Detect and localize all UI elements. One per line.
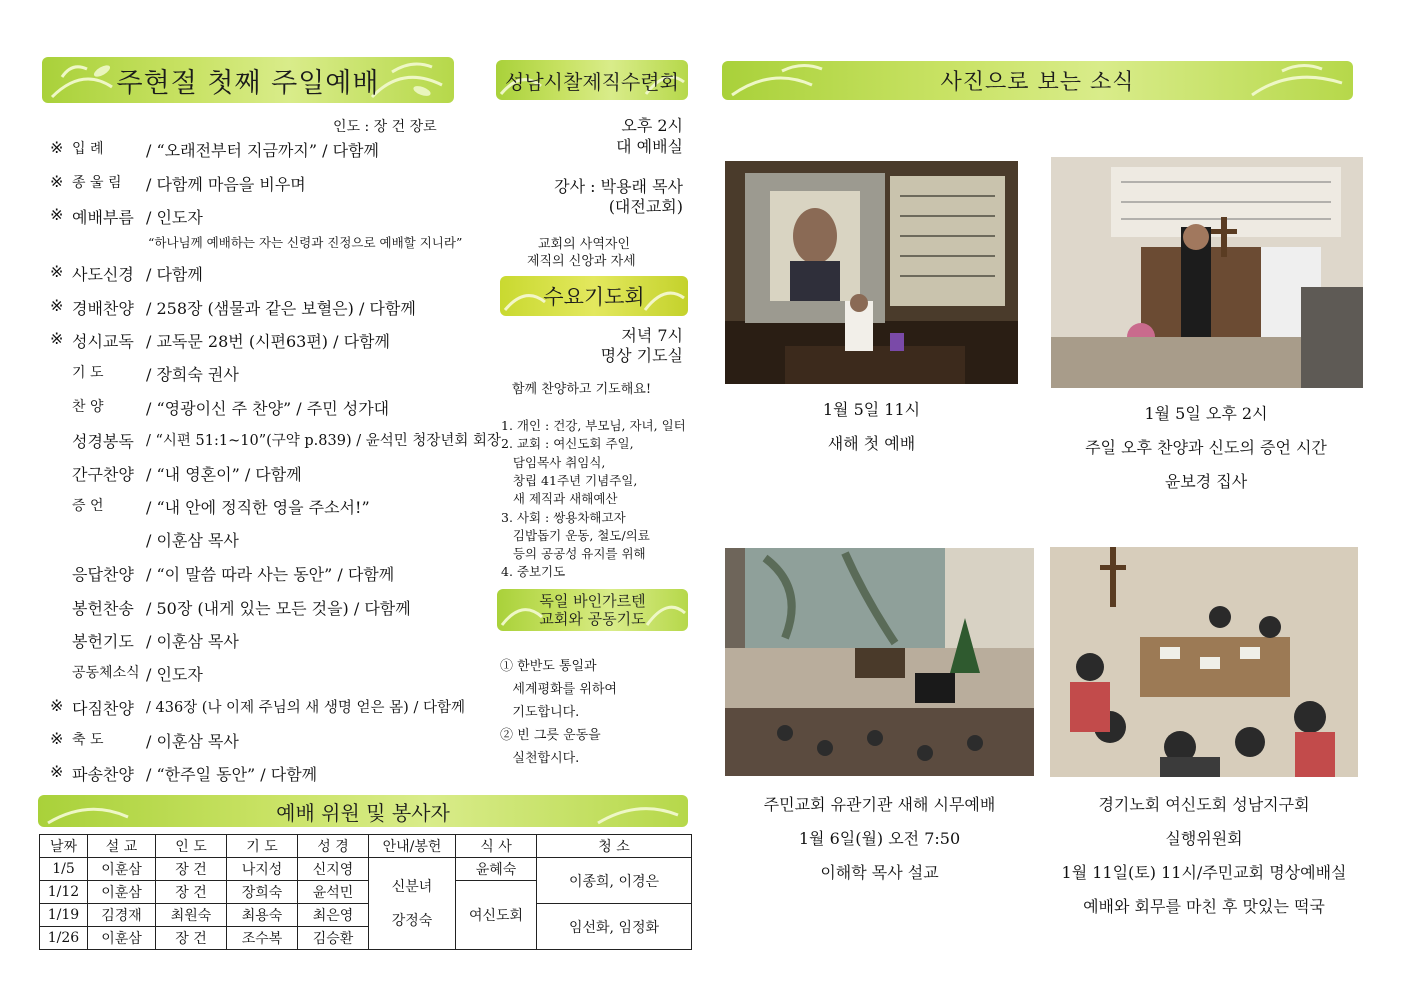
- wednesday-time: 저녁 7시: [621, 326, 683, 345]
- order-item-name: 간구찬양: [72, 465, 134, 484]
- caption-line: 윤보경 집사: [1164, 472, 1248, 491]
- retreat-speaker-church: (대전교회): [608, 197, 683, 216]
- order-item-text: / 교독문 28번 (시편63편) / 다함께: [146, 332, 390, 351]
- wednesday-invite: 함께 찬양하고 기도해요!: [512, 382, 652, 397]
- prayer-topic-item: 2. 교회 : 여신도회 주일,: [501, 436, 634, 452]
- table-header-cell: 인 도: [156, 835, 227, 858]
- bullet-mark: ※: [50, 296, 64, 315]
- order-item-name: 찬 양: [72, 399, 104, 415]
- table-cell: 1/19: [40, 904, 88, 927]
- table-header-cell: 날짜: [40, 835, 88, 858]
- joint-prayer-item: 세계평화를 위하여: [500, 682, 617, 697]
- order-item-text: / 258장 (샘물과 같은 보혈은) / 다함께: [146, 299, 416, 318]
- bullet-mark: ※: [50, 138, 64, 157]
- caption-photo-1: [725, 393, 1018, 461]
- order-item-text: / “영광이신 주 찬양” / 주민 성가대: [146, 399, 390, 418]
- order-item-name: 종 울 림: [72, 175, 122, 191]
- caption-photo-2: [1048, 397, 1364, 499]
- retreat-title: 성남시찰제직수련회: [505, 69, 679, 94]
- caption-line: 실행위원회: [1165, 829, 1243, 848]
- order-item-text: / 이훈삼 목사: [146, 531, 239, 550]
- table-row: [40, 904, 692, 927]
- photo-new-year-worship: [725, 161, 1018, 384]
- table-cell: 최원숙: [156, 904, 227, 927]
- bullet-mark: ※: [50, 205, 64, 224]
- photo-afternoon-testimony: [1051, 157, 1363, 388]
- bullet-mark: ※: [50, 729, 64, 748]
- table-cell: 1/5: [40, 858, 88, 881]
- table-header-cell: 식 사: [456, 835, 537, 858]
- joint-prayer-item: ② 빈 그릇 운동을: [500, 728, 601, 743]
- order-item-name: 예배부름: [72, 208, 134, 227]
- table-cell: 장 건: [156, 881, 227, 904]
- table-cell: 최용숙: [227, 904, 298, 927]
- caption-line: 1월 5일 11시: [822, 400, 921, 419]
- joint-prayer-item: 실천합시다.: [500, 751, 580, 766]
- caption-line: 경기노회 여신도회 성남지구회: [1098, 795, 1310, 814]
- table-cell: 김경재: [88, 904, 156, 927]
- bullet-mark: ※: [50, 172, 64, 191]
- order-item-text: / 436장 (나 이제 주님의 새 생명 얻은 몸) / 다함께: [146, 700, 465, 716]
- caption-photo-4: [1040, 788, 1368, 924]
- caption-line: 주민교회 유관기관 새해 시무예배: [763, 795, 996, 814]
- caption-line: 이해학 목사 설교: [820, 863, 939, 882]
- caption-line: 예배와 회무를 마친 후 맛있는 떡국: [1083, 897, 1325, 916]
- retreat-speaker: 강사 : 박용래 목사: [554, 177, 683, 196]
- prayer-topic-item: 김밥돕기 운동, 철도/의료: [501, 527, 650, 543]
- table-cell: 김승환: [298, 927, 369, 950]
- guide-name: 강정숙: [391, 912, 433, 929]
- table-cell: 윤석민: [298, 881, 369, 904]
- table-cell: 이훈삼: [88, 881, 156, 904]
- caption-line: 주일 오후 찬양과 신도의 증언 시간: [1085, 438, 1327, 457]
- table-cell: 장희숙: [227, 881, 298, 904]
- joint-prayer-item: 기도합니다.: [500, 705, 580, 720]
- prayer-topic-item: 등의 공공성 유지를 위해: [501, 546, 646, 562]
- wednesday-title-banner: [500, 276, 688, 316]
- order-item-text: / “내 안에 정직한 영을 주소서!”: [146, 498, 370, 517]
- clean-cell: 이종희, 이경은: [537, 858, 692, 904]
- table-header-cell: 성 경: [298, 835, 369, 858]
- duty-title: 예배 위원 및 봉사자: [276, 800, 450, 825]
- order-item-text: / 이훈삼 목사: [146, 632, 239, 651]
- photo-agency-service: [725, 548, 1034, 776]
- worship-title: 주현절 첫째 주일예배: [116, 67, 380, 99]
- caption-line: 1월 11일(토) 11시/주민교회 명상예배실: [1061, 863, 1347, 882]
- caption-line: 1월 5일 오후 2시: [1144, 404, 1268, 423]
- prayer-topic-item: 4. 중보기도: [501, 564, 566, 580]
- joint-prayer-item: ① 한반도 통일과: [500, 659, 597, 674]
- table-header-cell: 설 교: [88, 835, 156, 858]
- prayer-topic-item: 창립 41주년 기념주일,: [501, 472, 638, 488]
- meal-cell: 윤혜숙: [456, 858, 537, 881]
- table-cell: 1/12: [40, 881, 88, 904]
- order-item-name: 다짐찬양: [72, 699, 134, 718]
- order-item-name: 공동체소식: [72, 665, 140, 681]
- prayer-topic-item: 새 제직과 새해예산: [501, 491, 618, 507]
- order-item-text: / 50장 (내게 있는 모든 것을) / 다함께: [146, 599, 411, 618]
- table-cell: 신지영: [298, 858, 369, 881]
- table-row: [40, 858, 692, 881]
- prayer-topic-item: 담임목사 취임식,: [501, 454, 606, 470]
- table-header-cell: 안내/봉헌: [369, 835, 456, 858]
- retreat-theme-2: 제직의 신앙과 자세: [527, 254, 636, 269]
- caption-line: 새해 첫 예배: [827, 434, 916, 453]
- guide-cell: [369, 858, 456, 950]
- order-item-name: 기 도: [72, 365, 104, 381]
- order-item-text: / “시편 51:1~10”(구약 p.839) / 윤석민 청장년회 회장: [146, 433, 501, 449]
- table-header-row: [40, 835, 692, 858]
- prayer-topic-item: 3. 사회 : 쌍용차해고자: [501, 509, 626, 525]
- guide-name: 신분녀: [391, 878, 433, 895]
- order-item-name: 축 도: [72, 732, 104, 748]
- order-item-text: / 이훈삼 목사: [146, 732, 239, 751]
- order-item-text: / “오래전부터 지금까지” / 다함께: [146, 141, 379, 160]
- retreat-theme-1: 교회의 사역자인: [538, 237, 631, 252]
- bullet-mark: ※: [50, 262, 64, 281]
- table-cell: 이훈삼: [88, 927, 156, 950]
- retreat-title-banner: [496, 60, 688, 100]
- order-item-text: / “이 말씀 따라 사는 동안” / 다함께: [146, 565, 395, 584]
- order-item-name: 봉헌찬송: [72, 599, 134, 618]
- retreat-time: 오후 2시: [621, 116, 683, 135]
- order-item-name: 응답찬양: [72, 565, 134, 584]
- bullet-mark: ※: [50, 762, 64, 781]
- news-title: 사진으로 보는 소식: [940, 70, 1135, 95]
- table-header-cell: 청 소: [537, 835, 692, 858]
- table-cell: 장 건: [156, 858, 227, 881]
- order-item-name: 봉헌기도: [72, 632, 134, 651]
- clean-cell: 임선화, 임정화: [537, 904, 692, 950]
- duty-table: [39, 834, 692, 950]
- news-title-banner: [722, 61, 1353, 100]
- order-item-name: 증 언: [72, 498, 104, 514]
- joint-prayer-banner: [497, 589, 688, 631]
- order-item-text: / 인도자: [146, 665, 203, 684]
- table-cell: 이훈삼: [88, 858, 156, 881]
- order-item-name: 경배찬양: [72, 299, 134, 318]
- order-item-name: 성시교독: [72, 332, 134, 351]
- order-item-text: / 다함께: [146, 265, 203, 284]
- bullet-mark: ※: [50, 696, 64, 715]
- worship-title-banner: [42, 57, 454, 103]
- prayer-topic-item: 1. 개인 : 건강, 부모님, 자녀, 일터: [501, 418, 686, 433]
- order-item-text: “하나님께 예배하는 자는 신령과 진정으로 예배할 지니라”: [148, 235, 463, 250]
- wednesday-title: 수요기도회: [543, 285, 645, 309]
- order-item-text: / “내 영혼이” / 다함께: [146, 465, 302, 484]
- retreat-place: 대 예배실: [616, 137, 683, 156]
- order-item-text: / 다함께 마음을 비우며: [146, 175, 306, 194]
- caption-photo-3: [725, 788, 1034, 890]
- caption-line: 1월 6일(월) 오전 7:50: [798, 829, 961, 848]
- order-item-text: / 장희숙 권사: [146, 365, 239, 384]
- order-item-name: 사도신경: [72, 265, 134, 284]
- order-item-text: / 인도자: [146, 208, 203, 227]
- bullet-mark: ※: [50, 329, 64, 348]
- photo-womens-committee: [1050, 547, 1358, 777]
- wednesday-place: 명상 기도실: [600, 346, 683, 365]
- worship-leader: 인도 : 장 건 장로: [333, 119, 437, 135]
- table-header-cell: 기 도: [227, 835, 298, 858]
- order-item-name: 성경봉독: [72, 432, 134, 451]
- order-item-name: 입 례: [72, 141, 104, 157]
- meal-cell: 여신도회: [456, 881, 537, 950]
- table-cell: 조수복: [227, 927, 298, 950]
- table-cell: 1/26: [40, 927, 88, 950]
- joint-prayer-title-1: 독일 바인가르텐: [539, 592, 646, 610]
- table-cell: 최은영: [298, 904, 369, 927]
- duty-title-banner: [38, 795, 688, 827]
- order-item-name: 파송찬양: [72, 765, 134, 784]
- table-cell: 장 건: [156, 927, 227, 950]
- order-item-text: / “한주일 동안” / 다함께: [146, 765, 318, 784]
- joint-prayer-title-2: 교회와 공동기도: [539, 610, 646, 628]
- table-cell: 나지성: [227, 858, 298, 881]
